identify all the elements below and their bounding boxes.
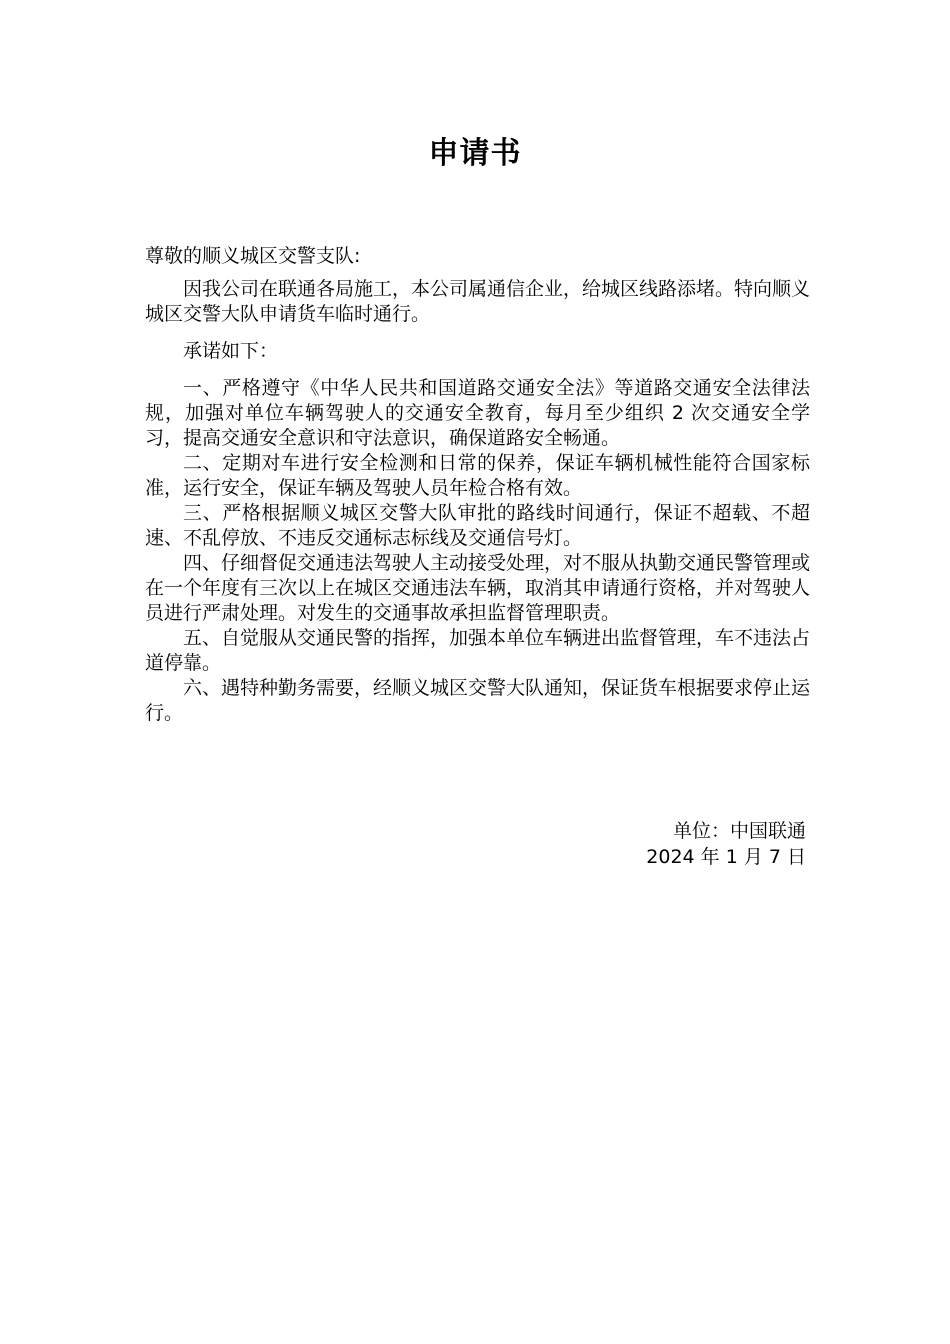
paragraph-commitment-4: 四、仔细督促交通违法驾驶人主动接受处理，对不服从执勤交通民警管理或在一个年度有三次以上在城区交通违法车辆，取消其申请通行资格，并对驾驶人员进行严肃处理。对发生的交通事故承担监督管理职责。 (145, 552, 811, 624)
signature-unit: 单位：中国联通 (672, 820, 806, 842)
paragraph-commitment-heading: 承诺如下： (183, 340, 279, 362)
paragraph-commitment-2: 二、定期对车进行安全检测和日常的保养，保证车辆机械性能符合国家标准，运行安全，保证车辆及驾驶人员年检合格有效。 (145, 452, 810, 499)
signature-date: 2024 年 1 月 7 日 (646, 846, 806, 868)
document-title: 申请书 (428, 136, 522, 171)
paragraph-commitment-1: 一、严格遵守《中华人民共和国道路交通安全法》等道路交通安全法律法规，加强对单位车辆驾驶人的交通安全教育，每月至少组织 2 次交通安全学习，提高交通安全意识和守法意识，确保道路安全畅通。 (145, 377, 810, 449)
paragraph-commitment-6: 六、遇特种勤务需要，经顺义城区交警大队通知，保证货车根据要求停止运行。 (145, 677, 811, 724)
signature-block (646, 818, 806, 870)
salutation: 尊敬的顺义城区交警支队: (145, 245, 361, 267)
paragraph-commitment-5: 五、自觉服从交通民警的指挥，加强本单位车辆进出监督管理，车不违法占道停靠。 (145, 627, 811, 674)
paragraph-intro: 因我公司在联通各局施工，本公司属通信企业，给城区线路添堵。特向顺义城区交警大队申请货车临时通行。 (145, 278, 811, 325)
paragraph-commitment-3: 三、严格根据顺义城区交警大队审批的路线时间通行，保证不超载、不超速、不乱停放、不违反交通标志标线及交通信号灯。 (145, 502, 810, 549)
document-body (145, 244, 810, 726)
